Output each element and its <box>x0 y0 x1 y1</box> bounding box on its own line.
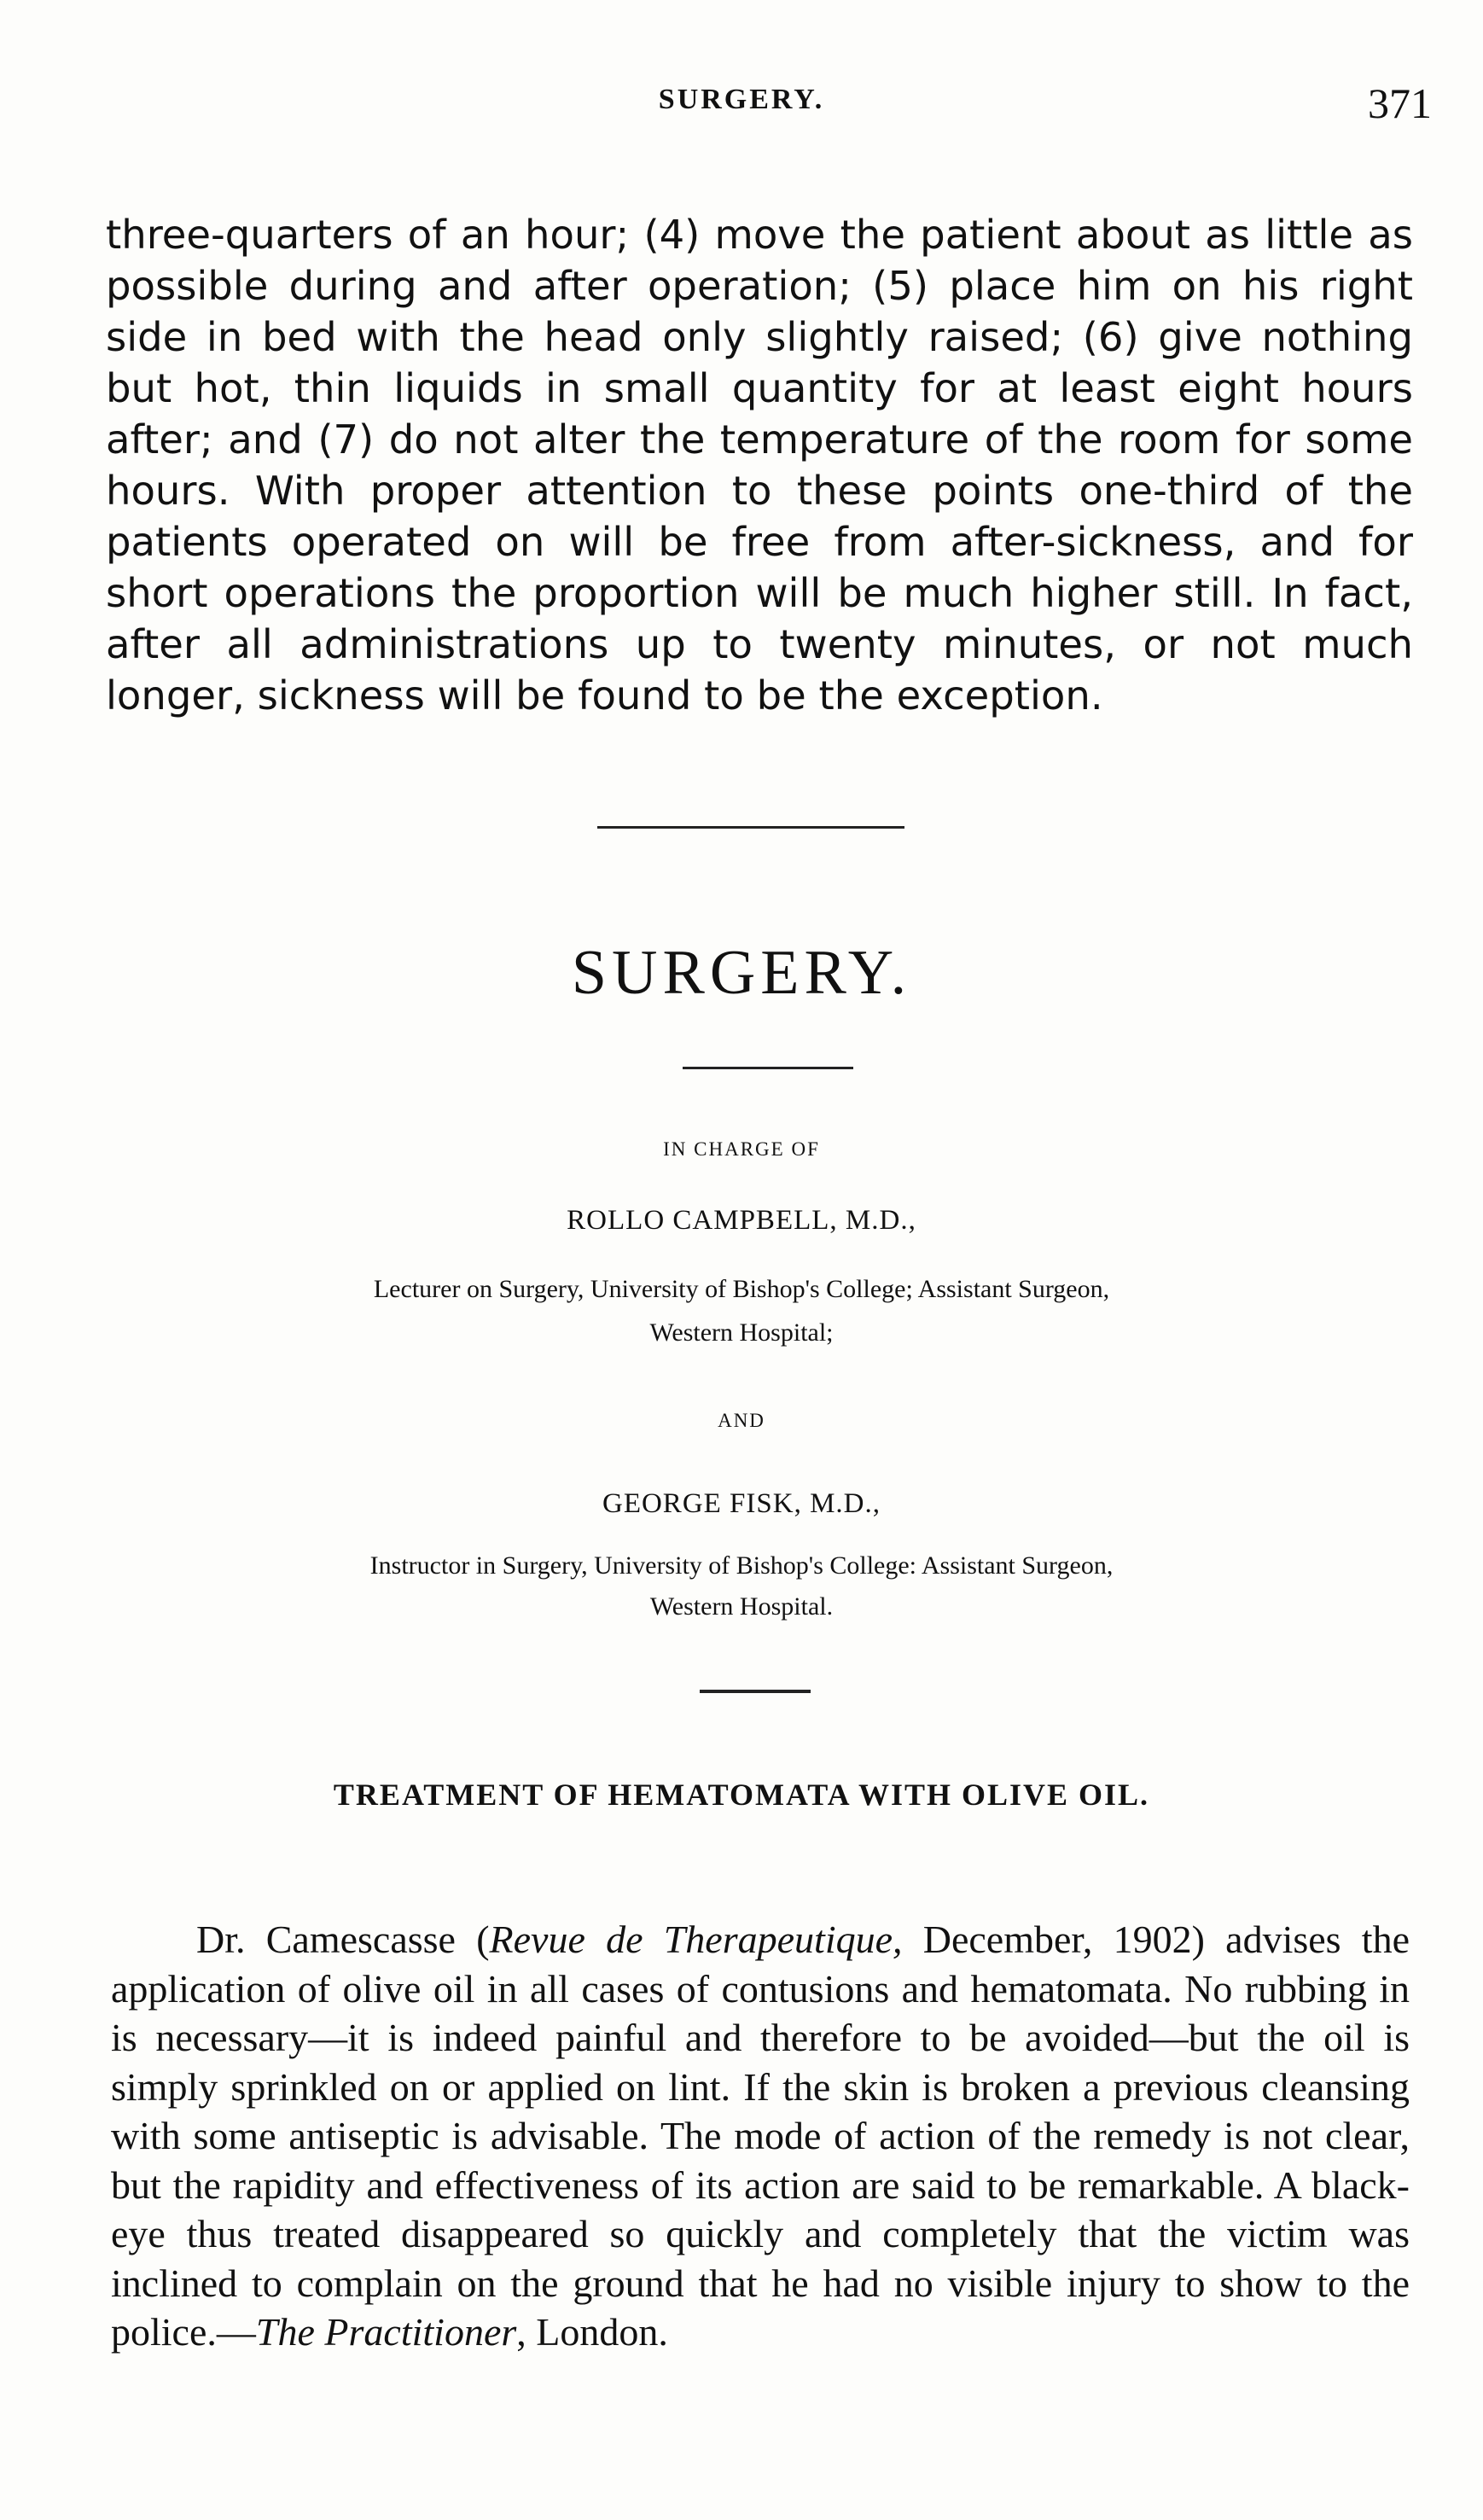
title-underline-rule <box>683 1067 853 1069</box>
page-number: 371 <box>1368 79 1432 127</box>
and-separator: AND <box>718 1410 765 1431</box>
editor-affiliation-fisk-line1: Instructor in Surgery, University of Bishop's College: Assistant Surgeon, <box>369 1551 1114 1580</box>
section-title: SURGERY. <box>571 938 912 1008</box>
editor-affiliation-campbell-line1: Lecturer on Surgery, University of Bishop's College; Assistant Surgeon, <box>373 1275 1110 1303</box>
editor-name-fisk: GEORGE FISK, M.D., <box>602 1488 881 1519</box>
running-title: SURGERY. <box>658 84 825 115</box>
section-divider-rule <box>597 826 904 829</box>
article-body <box>111 1915 1410 2357</box>
article-title: TREATMENT OF HEMATOMATA WITH OLIVE OIL. <box>333 1778 1150 1812</box>
article-text-body: December, 1902) advises the application of olive oil in all cases of contusions and hematomata. No rubbing in is necessary—it is indeed painful and therefore to be avoided—but the oil is simply sprinkled on or applied on lint. If the skin is broken a previous cleansing with some antiseptic is advisable. The mode of action of the remedy is not clear, but the rapidity and effectiveness of its action are said to be remarkable. A black-eye thus treated disappeared so quickly and completely that the victim was inclined to complain on the ground that he had no visible injury to show to the police.— <box>111 1918 1410 2354</box>
article-text-intro: Dr. Camescasse ( <box>196 1918 490 1961</box>
citation-place: , London. <box>516 2310 668 2354</box>
continued-paragraph: three-quarters of an hour; (4) move the patient about as little as possible during and after operation; (5) place him on his right side in bed with the head only slightly raised; (6) give nothing but hot, thin liquids in small quantity for at least eight hours after; and (7) do not alter the temperature of the room for some hours. With proper attention to these points one-third of the patients operated on will be free from after-sickness, and for short operations the proportion will be much higher still. In fact, after all administrations up to twenty minutes, or not much longer, sickness will be found to be the exception. <box>106 211 1413 719</box>
source-journal: Revue de Therapeutique, <box>489 1918 903 1961</box>
running-header <box>0 79 1483 130</box>
citation-journal: The Practitioner <box>255 2310 517 2354</box>
editor-name-campbell: ROLLO CAMPBELL, M.D., <box>567 1205 916 1236</box>
editors-divider-rule <box>700 1690 811 1693</box>
editor-affiliation-fisk-line2: Western Hospital. <box>649 1592 834 1621</box>
in-charge-label: IN CHARGE OF <box>663 1138 820 1160</box>
editor-affiliation-campbell-line2: Western Hospital; <box>649 1318 834 1347</box>
